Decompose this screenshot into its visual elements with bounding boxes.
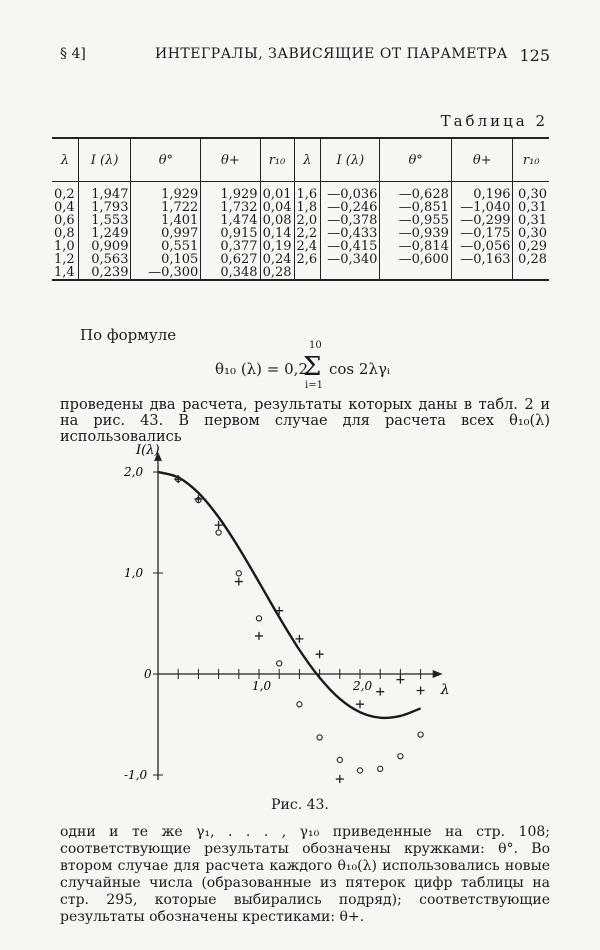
table-cell: 0,909: [78, 240, 131, 253]
table-cell: —0,300: [131, 266, 201, 280]
table-cell: 0,19: [260, 240, 294, 253]
theta-cross-point: [356, 700, 364, 708]
col-header: r₁₀: [513, 138, 549, 182]
table-cell: 0,8: [52, 227, 78, 240]
x-axis-arrow: [433, 670, 443, 678]
sum-symbol: Σ: [303, 352, 322, 382]
table-cell: —0,246: [321, 201, 380, 214]
col-header: θ°: [131, 138, 201, 182]
theta-cross-point: [255, 632, 263, 640]
theta-circle-point: [398, 754, 403, 759]
theta-circle-point: [337, 757, 342, 762]
theta-cross-point: [396, 676, 404, 684]
col-header: θ°: [380, 138, 451, 182]
theta-cross-point: [316, 650, 324, 658]
table-cell: 1,722: [131, 201, 201, 214]
theta-circle-point: [256, 616, 261, 621]
sum-upper-limit: 10: [309, 340, 322, 351]
theta-circle-point: [317, 735, 322, 740]
theta-circle-point: [277, 661, 282, 666]
table-cell: 0,28: [518, 252, 547, 267]
col-header: I (λ): [78, 138, 131, 182]
table-cell: 0,997: [131, 227, 201, 240]
table-cell: [513, 266, 549, 280]
table-cell: —0,378: [321, 214, 380, 227]
col-header: θ+: [451, 138, 513, 182]
table-row: [52, 266, 549, 280]
table-cell: 1,947: [78, 182, 131, 202]
formula-rhs: cos 2λγᵢ: [329, 360, 390, 378]
table-cell: —0,340: [321, 253, 380, 266]
formula: [215, 340, 415, 395]
sum-lower-limit: i=1: [305, 380, 323, 391]
table-cell: 1,929: [201, 182, 260, 202]
y-axis-label: I(λ): [136, 442, 160, 458]
table-cell: 0,348: [201, 266, 260, 280]
table-cell: 0,30: [518, 187, 547, 202]
table-cell: —0,939: [380, 227, 451, 240]
table-cell: 2,4: [294, 240, 321, 253]
theta-cross-point: [336, 775, 344, 783]
x-tick-label: 2,0: [353, 679, 373, 693]
x-axis-label: λ: [440, 682, 450, 698]
paragraph-2: одни и те же γ₁, . . . , γ₁₀ приведенные на стр. 108; соответствующие результаты обозначены кружками: θ°. Во втором случае для расчета каждого θ₁₀(λ) использовались новые случайные числа (образованные из пятерок цифр таблицы на стр. 295, которые выбирались подряд); соответствующие результаты обозначены крестиками: θ+.: [60, 824, 550, 925]
table-cell: 0,2: [52, 182, 78, 202]
table-cell: 0,239: [78, 266, 131, 280]
table-cell: —0,814: [380, 240, 451, 253]
theta-circle-point: [378, 766, 383, 771]
table-cell: 0,29: [518, 239, 547, 254]
x-tick-label: 1,0: [252, 679, 272, 693]
formula-intro: По формуле: [80, 326, 177, 344]
y-tick-label: 2,0: [124, 465, 144, 479]
table-cell: 1,8: [294, 201, 321, 214]
table-cell: 0,31: [518, 200, 547, 215]
table-cell: 0,196: [451, 182, 513, 202]
table-cell: 1,929: [131, 182, 201, 202]
col-header: r₁₀: [260, 138, 294, 182]
y-tick-label: -1,0: [124, 768, 148, 782]
table-cell: 0,08: [260, 214, 294, 227]
table-cell: 1,474: [201, 214, 260, 227]
table-row: [52, 182, 549, 202]
table-cell: 0,105: [131, 253, 201, 266]
table-cell: 1,553: [78, 214, 131, 227]
table-cell: 0,551: [131, 240, 201, 253]
table-cell: 0,30: [518, 226, 547, 241]
table-cell: 0,4: [52, 201, 78, 214]
formula-lhs: θ₁₀ (λ) = 0,2: [215, 360, 308, 378]
table-cell: —0,600: [380, 253, 451, 266]
table-cell: [380, 266, 451, 280]
theta-cross-point: [417, 686, 425, 694]
theta-circle-point: [297, 702, 302, 707]
table-cell: —0,955: [380, 214, 451, 227]
table-cell: 0,31: [518, 213, 547, 228]
table-cell: 1,249: [78, 227, 131, 240]
table-cell: 1,6: [294, 182, 321, 202]
col-header: λ: [294, 138, 321, 182]
table-cell: 0,6: [52, 214, 78, 227]
table-label: Таблица 2: [440, 112, 548, 130]
table-cell: 0,01: [260, 182, 294, 202]
table-cell: 0,377: [201, 240, 260, 253]
col-header: λ: [52, 138, 78, 182]
table-cell: [451, 266, 513, 280]
table-cell: 0,04: [260, 201, 294, 214]
table-cell: 1,401: [131, 214, 201, 227]
paragraph-1: проведены два расчета, результаты которых даны в табл. 2 и на рис. 43. В первом случае для расчета всех θ₁₀(λ) использовались: [60, 397, 550, 445]
running-header: [60, 40, 550, 70]
table-cell: 0,915: [201, 227, 260, 240]
theta-circle-point: [418, 732, 423, 737]
table-cell: —0,036: [321, 182, 380, 202]
table-cell: —1,040: [451, 201, 513, 214]
data-table: [52, 137, 549, 281]
theta-circle-point: [236, 571, 241, 576]
table-cell: 2,0: [294, 214, 321, 227]
theta-circle-point: [216, 530, 221, 535]
table-cell: 0,627: [201, 253, 260, 266]
table-cell: 0,14: [260, 227, 294, 240]
table-cell: 2,2: [294, 227, 321, 240]
table-cell: —0,628: [380, 182, 451, 202]
table-header-row: [52, 138, 549, 182]
table-cell: —0,163: [451, 253, 513, 266]
table-cell: 1,4: [52, 266, 78, 280]
table-cell: —0,851: [380, 201, 451, 214]
chapter-title: ИНТЕГРАЛЫ, ЗАВИСЯЩИЕ ОТ ПАРАМЕТРА: [155, 46, 508, 62]
table-cell: —0,433: [321, 227, 380, 240]
table-cell: [294, 266, 321, 280]
page-number: 125: [519, 46, 550, 65]
theta-circle-point: [357, 768, 362, 773]
table-cell: 1,793: [78, 201, 131, 214]
table-cell: —0,415: [321, 240, 380, 253]
table-cell: —0,175: [451, 227, 513, 240]
theta-cross-point: [376, 688, 384, 696]
col-header: θ+: [201, 138, 260, 182]
theta-cross-point: [295, 635, 303, 643]
table-cell: 0,28: [260, 266, 294, 280]
table-cell: 0,24: [260, 253, 294, 266]
table-cell: 1,2: [52, 253, 78, 266]
figure-caption: Рис. 43.: [271, 797, 329, 813]
chart-marks: [158, 472, 425, 783]
table-cell: 1,732: [201, 201, 260, 214]
y-tick-label: 1,0: [124, 566, 144, 580]
figure-43-chart: [110, 436, 470, 796]
curve-I-lambda: [158, 472, 421, 718]
theta-cross-point: [235, 578, 243, 586]
table-cell: —0,299: [451, 214, 513, 227]
table-cell: [321, 266, 380, 280]
col-header: I (λ): [321, 138, 380, 182]
y-tick-label: 0: [144, 667, 152, 681]
section-ref: § 4]: [60, 46, 86, 62]
table-cell: 2,6: [294, 253, 321, 266]
table-cell: 1,0: [52, 240, 78, 253]
table-cell: —0,056: [451, 240, 513, 253]
chart-axes: [123, 443, 450, 782]
table-cell: 0,563: [78, 253, 131, 266]
